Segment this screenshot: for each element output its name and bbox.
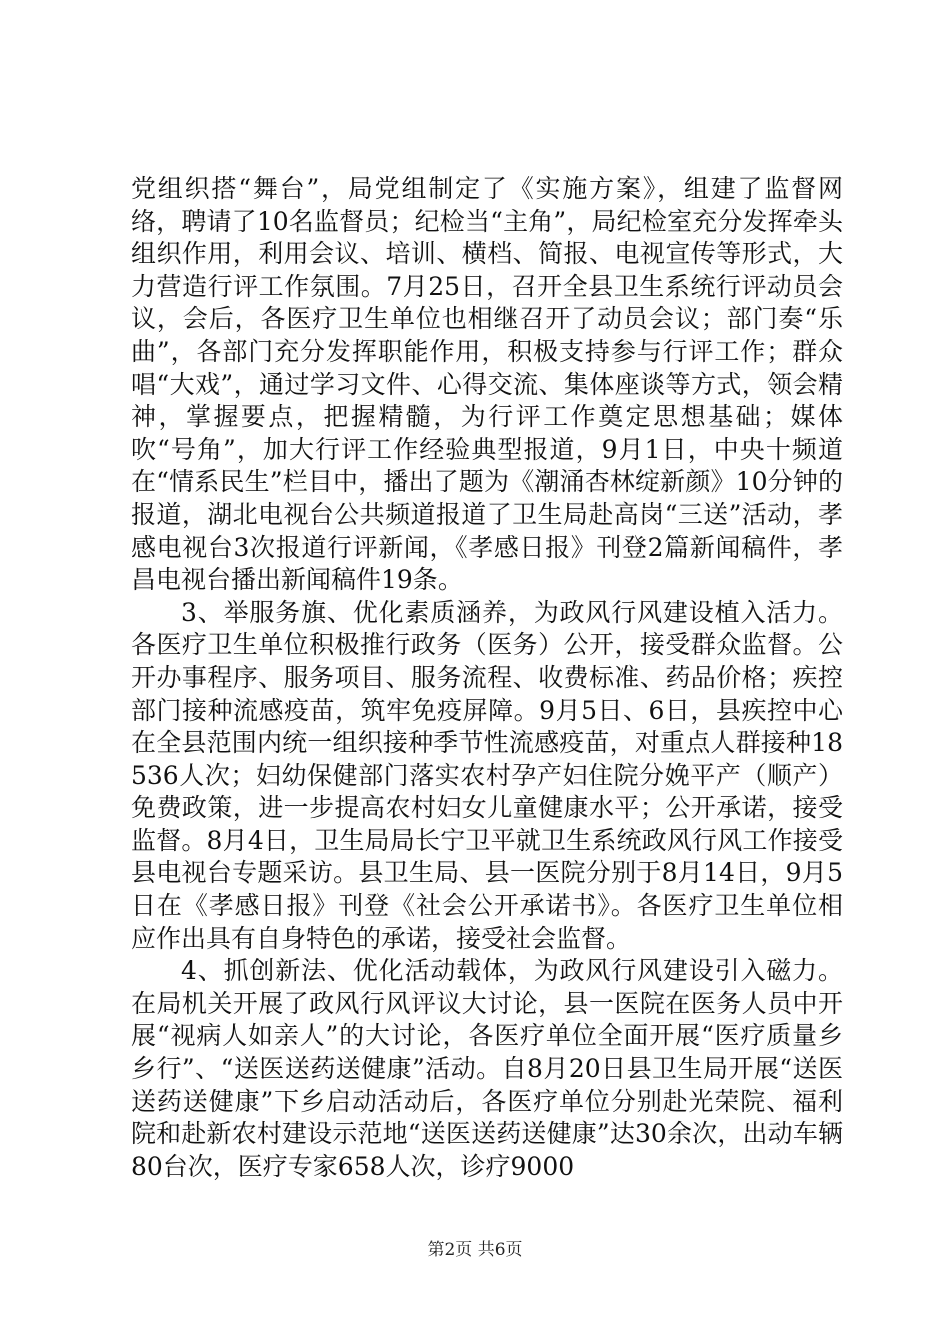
page-footer: 第2页 共6页 [427, 1240, 523, 1260]
paragraph-2: 3、举服务旗、优化素质涵养，为政风行风建设植入活力。各医疗卫生单位积极推行政务（医务）公开，接受群众监督。公开办事程序、服务项目、服务流程、收费标准、药品价格；疾控部门接种流感疫苗，筑牢免疫屏障。9月5日、6日，县疾控中心在全县范围内统一组织接种季节性流感疫苗，对重点人群接种18536人次；妇幼保健部门落实农村孕产妇住院分娩平产（顺产）免费政策，进一步提高农村妇女儿童健康水平；公开承诺，接受监督。8月4日，卫生局局长宁卫平就卫生系统政风行风工作接受县电视台专题采访。县卫生局、县一医院分别于8月14日，9月5日在《孝感日报》刊登《社会公开承诺书》。各医疗卫生单位相应作出具有自身特色的承诺，接受社会监督。 [131, 597, 843, 953]
document-body [131, 173, 843, 1183]
paragraph-1: 党组织搭“舞台”，局党组制定了《实施方案》，组建了监督网络，聘请了10名监督员；纪检当“主角”，局纪检室充分发挥牵头组织作用，利用会议、培训、横档、简报、电视宣传等形式，大力营造行评工作氛围。7月25日，召开全县卫生系统行评动员会议，会后，各医疗卫生单位也相继召开了动员会议；部门奏“乐曲”，各部门充分发挥职能作用，积极支持参与行评工作；群众唱“大戏”，通过学习文件、心得交流、集体座谈等方式，领会精神，掌握要点，把握精髓，为行评工作奠定思想基础；媒体吹“号角”，加大行评工作经验典型报道，9月1日，中央十频道在“情系民生”栏目中，播出了题为《潮涌杏林绽新颜》10分钟的报道，湖北电视台公共频道报道了卫生局赴高岗“三送”活动，孝感电视台3次报道行评新闻，《孝感日报》刊登2篇新闻稿件，孝昌电视台播出新闻稿件19条。 [131, 174, 843, 595]
paragraph-3: 4、抓创新法、优化活动载体，为政风行风建设引入磁力。在局机关开展了政风行风评议大讨论，县一医院在医务人员中开展“视病人如亲人”的大讨论，各医疗单位全面开展“医疗质量乡乡行”、“送医送药送健康”活动。自8月20日县卫生局开展“送医送药送健康”下乡启动活动后，各医疗单位分别赴光荣院、福利院和赴新农村建设示范地“送医送药送健康”达30余次，出动车辆80台次，医疗专家658人次，诊疗9000 [131, 956, 843, 1181]
